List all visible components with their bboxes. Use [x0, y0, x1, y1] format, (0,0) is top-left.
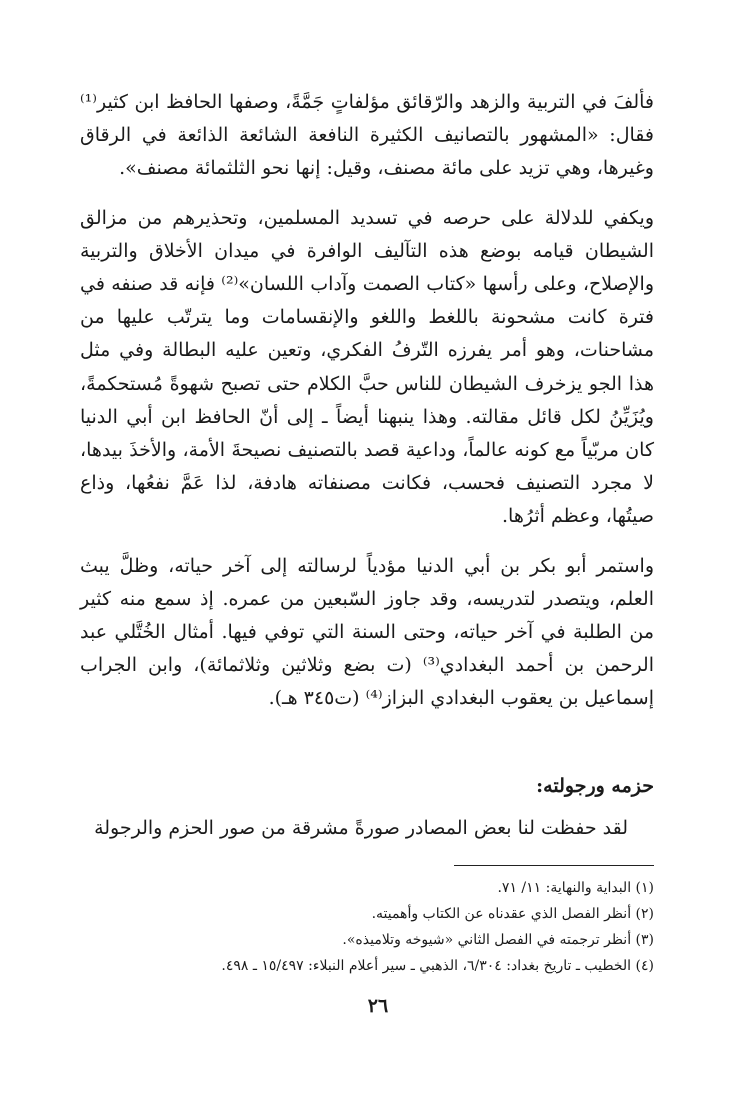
footnote-4: (٤) الخطيب ـ تاريخ بغداد: ٦/٣٠٤، الذهبي ـ سير أعلام النبلاء: ١٥/٤٩٧ ـ ٤٩٨. [221, 958, 654, 974]
footnote-2: (٢) أنظر الفصل الذي عقدناه عن الكتاب وأهميته. [371, 906, 654, 922]
paragraph-4: لقد حفظت لنا بعض المصادر صورةً مشرقة من صور الحزم والرجولة [94, 817, 628, 839]
paragraph-3: واستمر أبو بكر بن أبي الدنيا مؤدياً لرسالته إلى آخر حياته، وظلَّ يبث العلم، ويتصدر لتدريسه، وقد جاوز السّبعين من عمره. إذ سمع منه كثير من الطلبة في آخر حياته، وحتى السنة التي توفي فيها. أمثال الخُتَّلي عبد الرحمن بن أحمد البغدادي⁽³⁾ (ت بضع وثلاثين وثلاثمائة)، وابن الجراب إسماعيل بن يعقوب البغدادي البزاز⁽⁴⁾ (ت٣٤٥ هـ). [80, 554, 654, 710]
footnote-3: (٣) أنظر ترجمته في الفصل الثاني «شيوخه وتلاميذه». [342, 932, 654, 948]
page-number: ٢٦ [367, 995, 389, 1017]
section-heading: حزمه ورجولته: [536, 775, 654, 797]
footnote-divider [454, 865, 654, 866]
main-text [80, 86, 654, 716]
paragraph-2: ويكفي للدلالة على حرصه في تسديد المسلمين، وتحذيرهم من مزالق الشيطان قيامه بوضع هذه التآليف الوافرة في ميدان الأخلاق والتربية والإصلاح، وعلى رأسها «كتاب الصمت وآداب اللسان»⁽²⁾ فإنه قد صنفه في فترة كانت مشحونة باللغط واللغو والإنقسامات وما يترتّب عليها من مشاحنات، وهو أمر يفرزه التّرفُ الفكري، وتعين عليه البطالة وفي مثل هذا الجو يزخرف الشيطان للناس حبَّ الكلام حتى تصبح شهوةً مُستحكمةً، ويُزَيِّنُ لكل قائل مقالته. وهذا ينبهنا أيضاً ـ إلى أنّ الحافظ ابن أبي الدنيا كان مربّياً مع كونه عالماً، وداعية قصد بالتصنيف نصيحةَ الأمة، والأخذَ بيدها، لا مجرد التصنيف فحسب، فكانت مصنفاته هادفة، لذا عَمَّ نفعُها، وذاع صيتُها، وعظم أثرُها. [80, 206, 655, 528]
footnote-1: (١) البداية والنهاية: ١١/ ٧١. [497, 880, 654, 896]
footnotes [80, 875, 654, 979]
paragraph-1: فألفَ في التربية والزهد والرّقائق مؤلفاتٍ جَمَّةً، وصفها الحافظ ابن كثير⁽¹⁾ فقال: «المشهور بالتصانيف الكثيرة النافعة الشائعة الذائعة في الرقاق وغيرها، وهي تزيد على مائة مصنف، وقيل: إنها نحو الثلثمائة مصنف». [80, 91, 654, 180]
